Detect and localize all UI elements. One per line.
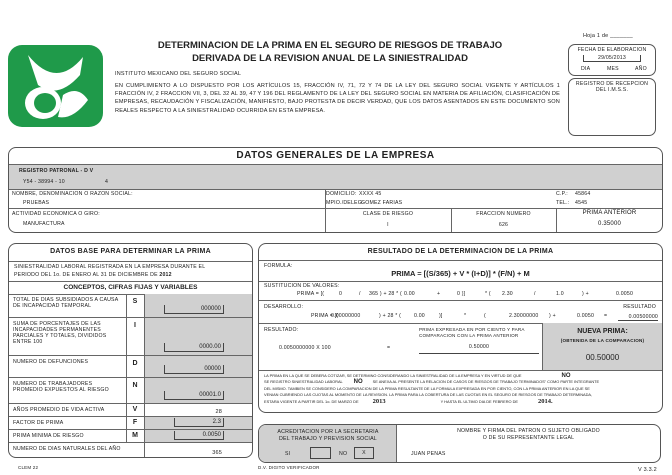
concepto-value[interactable]: 0000.00	[164, 343, 224, 352]
concepto-value[interactable]: 0.0050	[174, 431, 224, 440]
vigencia-year-end: 2014.	[538, 397, 553, 405]
concepto-label: PRIMA MINIMA DE RIESGO	[13, 433, 84, 439]
tel-label: TEL.:	[556, 200, 570, 206]
concepto-row	[9, 318, 252, 356]
nota-line2a: SE REGISTRO SINIESTRALIDAD LABORAL	[264, 379, 343, 385]
nota-vigencia	[264, 373, 657, 405]
concepto-value[interactable]: 00001.0	[164, 391, 224, 400]
formula: PRIMA = [(S/365) + V * (I+D)] * (F/N) + M	[391, 269, 530, 278]
domicilio-label: DOMICILIO:	[326, 191, 357, 197]
firma-section	[258, 424, 661, 463]
equals-sign: =	[387, 345, 391, 351]
concepto-label: NUMERO DE DIAS NATURALES DEL AÑO	[13, 446, 121, 452]
nueva-prima-value: 00.50000	[585, 353, 620, 362]
sustitucion-term: * (	[485, 291, 491, 297]
nota-line2b: SE ANEXA AL PRESENTE LA RELACION DE CASOS DE RIESGOS DE TRABAJO TERMINADOS" COMO PARTE INTEGRANTE	[372, 379, 600, 385]
concepto-letter: D	[132, 360, 138, 367]
sustitucion-term: 365 ) + 28 * (	[369, 291, 402, 297]
prima-anterior-value[interactable]: 0.35000	[597, 221, 622, 227]
concepto-row	[9, 378, 252, 404]
actividad-value[interactable]: MANUFACTURA	[23, 221, 65, 227]
conceptos-header: CONCEPTOS, CIFRAS FIJAS Y VARIABLES	[63, 284, 198, 291]
fecha-label: FECHA DE ELABORACION	[577, 47, 647, 53]
registro-patronal-label: REGISTRO PATRONAL - D V	[19, 168, 94, 174]
concepto-letter: V	[132, 406, 138, 413]
si-checkbox[interactable]	[310, 447, 331, 459]
prima-anterior-label: PRIMA ANTERIOR	[582, 210, 637, 216]
registro-recepcion-box	[568, 78, 656, 136]
concepto-letter: I	[134, 322, 136, 329]
concepto-value[interactable]: 2.3	[174, 418, 224, 427]
concepto-row	[9, 443, 252, 458]
no-label: NO	[339, 451, 348, 457]
nueva-prima-label: NUEVA PRIMA:	[577, 328, 628, 335]
desarrollo-resultado: 0.00500000	[618, 314, 658, 321]
cp-value[interactable]: 45864	[575, 191, 591, 197]
institute-name: INSTITUTO MEXICANO DEL SEGURO SOCIAL	[115, 71, 242, 77]
mes-label: MES	[607, 66, 619, 72]
dia-label: DIA	[581, 66, 591, 72]
concepto-letter: N	[132, 382, 138, 389]
periodo-line2: PERIODO DEL 1o. DE ENERO AL 31 DE DICIEMBRE DE	[14, 272, 158, 278]
tel-value[interactable]: 4545	[575, 200, 588, 206]
nota-line3: DEL MISMO. TAMBIEN SE CONSIDERO LA COMPARACION DE LA PRIMA RESULTANTE DE LA FORMULA EXPRESADA EN POR CIENTO, CON LA PRIMA ANTERIOR EN LA QUE SE	[264, 385, 590, 391]
datos-generales-title: DATOS GENERALES DE LA EMPRESA	[236, 150, 435, 161]
firma-label2: O DE SU REPRESENTANTE LEGAL	[482, 435, 575, 441]
concepto-row	[9, 404, 252, 417]
title-line2: DERIVADA DE LA REVISION ANUAL DE LA SINIESTRALIDAD	[192, 53, 468, 64]
fecha-value[interactable]: 29/05/2013	[583, 55, 641, 62]
sustitucion-term: 1.0	[556, 291, 564, 297]
nota-line5a: ESTARA VIGENTE A PARTIR DEL 1o. DE MARZO DE	[264, 398, 359, 404]
sustitucion-label: SUSTITUCION DE VALORES:	[264, 283, 340, 289]
porcentaje-value: 0.50000	[419, 344, 539, 354]
nota-no2: NO	[353, 379, 363, 386]
clase-label: CLASE DE RIESGO	[362, 211, 414, 217]
concepto-row	[9, 417, 252, 430]
actividad-label: ACTIVIDAD ECONOMICA O GIRO:	[12, 211, 100, 217]
nombre-value[interactable]: PRUEBAS	[23, 200, 50, 206]
concepto-label: NUMERO DE DEFUNCIONES	[13, 359, 89, 365]
domicilio-value[interactable]: XXXX 45	[359, 191, 382, 197]
nota-line5b: Y HASTA EL ULTIMO DIA DE FEBRERO DE	[440, 398, 519, 404]
desarrollo-term: 0.00	[414, 313, 425, 319]
fraccion-label: FRACCION NUMERO	[476, 211, 531, 217]
sustitucion-term: /	[534, 291, 536, 297]
nueva-prima-sub: (OBTENIDA DE LA COMPARACION)	[560, 338, 645, 343]
datos-base-title: DATOS BASE PARA DETERMINAR LA PRIMA	[50, 248, 211, 255]
concepto-letter: F	[132, 419, 138, 426]
desarrollo-term: ) + 28 * (	[379, 313, 402, 319]
dv-value[interactable]: 4	[105, 179, 109, 185]
sustitucion-term: /	[359, 291, 361, 297]
periodo-line1: SINIESTRALIDAD LABORAL REGISTRADA EN LA EMPRESA DURANTE EL	[14, 264, 206, 270]
acreditacion-label: ACREDITACION POR LA SECRETARIA DEL TRABAJO Y PREVISION SOCIAL	[277, 429, 379, 442]
desarrollo-term: 2.30000000	[509, 313, 539, 319]
sustitucion-term: 0.00	[404, 291, 415, 297]
desarrollo-label: DESARROLLO:	[264, 304, 304, 310]
sustitucion-term: 0 )]	[457, 291, 466, 297]
nota-line1: LA PRIMA EN LA QUE SE DEBERA COTIZAR, SE DETERMINO CONSIDERANDO LA SINIESTRALIDAD DE LA EMPRESA Y EN VIRTUD DE QUE	[264, 373, 522, 378]
sustitucion-term: +	[437, 291, 441, 297]
desarrollo-term: 0.0050	[577, 313, 595, 319]
no-checkbox[interactable]: X	[354, 447, 374, 459]
concepto-letter: S	[132, 298, 138, 305]
si-label: SI	[285, 451, 291, 457]
fraccion-value[interactable]: 626	[498, 222, 509, 228]
representante-nombre[interactable]: JUAN PENAS	[411, 451, 446, 457]
concepto-label: TOTAL DE DIAS SUBSIDIADOS A CAUSA DE INCAPACIDAD TEMPORAL	[13, 297, 119, 309]
sustitucion-term: 0	[339, 291, 343, 297]
desarrollo-term: PRIMA = [(	[311, 313, 339, 319]
registro-patronal-value[interactable]: Y54 - 38994 - 10	[23, 179, 65, 185]
desarrollo-term: (	[484, 313, 486, 319]
vigencia-year-start: 2013	[372, 397, 386, 405]
nueva-prima-box	[542, 323, 662, 370]
anio-label: AÑO	[635, 66, 647, 72]
resultado-title: RESULTADO DE LA DETERMINACION DE LA PRIMA	[367, 248, 554, 255]
clem-code: CLEM 22	[18, 465, 39, 470]
firma-label1: NOMBRE Y FIRMA DEL PATRON O SUJETO OBLIGADO	[457, 428, 600, 434]
concepto-row	[9, 356, 252, 378]
title-line1: DETERMINACION DE LA PRIMA EN EL SEGURO DE RIESGOS DE TRABAJO	[157, 40, 503, 51]
desarrollo-term: 0.00000000	[331, 313, 361, 319]
concepto-letter: M	[132, 432, 138, 439]
concepto-label: FACTOR DE PRIMA	[13, 420, 64, 426]
fecha-elaboracion-box	[568, 44, 656, 76]
datos-generales-section	[8, 147, 663, 233]
resultado-calc: 0.0050000000 X 100	[279, 345, 331, 351]
sustitucion-term: 0.0050	[616, 291, 634, 297]
formula-label: FORMULA:	[264, 263, 293, 269]
nombre-label: NOMBRE, DENOMINACION O RAZON SOCIAL:	[12, 191, 133, 197]
desarrollo-term: )]	[439, 313, 443, 319]
porcentaje-label: PRIMA EXPRESADA EN POR CIENTO Y PARA COMPARACION CON LA PRIMA ANTERIOR	[419, 327, 525, 338]
concepto-row	[9, 294, 252, 318]
mpio-value[interactable]: GOMEZ FARIAS	[361, 200, 403, 206]
concepto-label: NUMERO DE TRABAJADORES PROMEDIO EXPUESTOS AL RIESGO	[13, 381, 109, 393]
dv-note: D.V. DIGITO VERIFICADOR	[258, 465, 320, 470]
concepto-row	[9, 430, 252, 443]
sustitucion-term: ) +	[582, 291, 589, 297]
sheet-number: Hoja 1 de _______	[583, 33, 633, 39]
cp-label: C.P.:	[556, 191, 568, 197]
sustitucion-term: 2.30	[502, 291, 513, 297]
nota-no1: NO	[561, 373, 571, 379]
concepto-value[interactable]: 000000	[164, 305, 224, 314]
resultado-label: RESULTADO:	[264, 327, 299, 333]
legal-statement: EN CUMPLIMIENTO A LO DISPUESTO POR LOS ARTÍCULOS 15, FRACCIÓN IV, 71, 72 Y 74 DE LA LEY DEL SEGURO SOCIAL VIGENTE Y ARTÍCULOS 1 FRACCIÓN IV, 2 FRACCION VII, 3, DEL 32 AL 39, 47 Y 196 DEL REGLAMENTO DE LA LEY DEL SEGURO SOCIAL EN MATERIA DE AFILIACIÓN, CLASIFICACIÓN DE EMPRESAS, RECAUDACIÓN Y FISCALIZACIÓN, MANIFIESTO, BAJO PROTESTA DE DECIR VERDAD, QUE LOS DATOS ASENTADOS EN ESTE DOCUMENTO SON REALES RESPECTO A LA SINIESTRALIDAD OCURRIDA EN ESTA EMPRESA.	[115, 83, 560, 114]
concepto-value: 365	[212, 450, 222, 456]
clase-value[interactable]: I	[387, 222, 389, 228]
nota-line4: VENIAN CUBRIENDO LAS CUOTAS AL MOMENTO DE LA REVISION. LA PRIMA PARA LA COBERTURA DE LAS CUOTAS EN EL SEGURO DE RIESGOS DE TRABAJO DETERMINADA,	[264, 392, 593, 398]
mpio-label: MPIO./DELEG:	[326, 200, 364, 206]
desarrollo-term: ) +	[549, 313, 556, 319]
concepto-value: 28	[215, 409, 222, 415]
datos-base-section	[8, 243, 253, 458]
sustitucion-term: PRIMA = [(	[297, 291, 325, 297]
desarrollo-term: *	[464, 313, 467, 319]
version: V 3.3.2	[638, 467, 657, 473]
desarrollo-term: =	[604, 313, 608, 319]
concepto-label: AÑOS PROMEDIO DE VIDA ACTIVA	[13, 407, 105, 413]
resultado-right-label: RESULTADO	[623, 304, 656, 310]
resultado-section	[258, 243, 663, 413]
concepto-value[interactable]: 00000	[164, 365, 224, 374]
imss-logo	[8, 45, 103, 127]
periodo-year: 2012	[159, 272, 172, 278]
registro-recepcion-label: REGISTRO DE RECEPCION DEL I.M.S.S.	[575, 81, 649, 93]
concepto-label: SUMA DE PORCENTAJES DE LAS INCAPACIDADES PERMANENTES PARCIALES Y TOTALES, DIVIDIDOS ENTRE 100	[13, 321, 107, 345]
